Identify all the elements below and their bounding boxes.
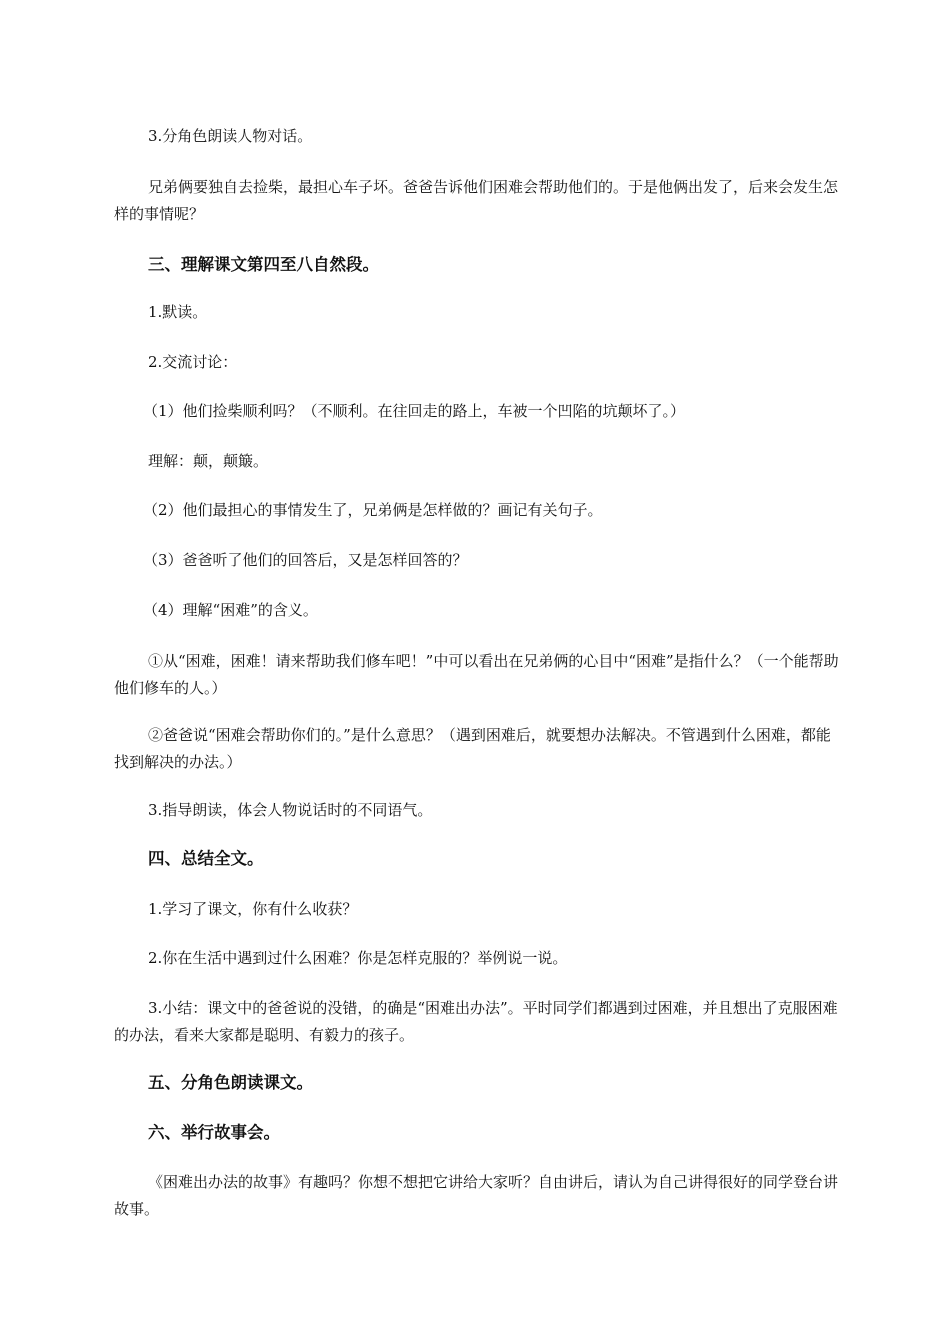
summary-conclusion: 3.小结：课文中的爸爸说的没错，的确是“困难出办法”。平时同学们都遇到过困难，并且想出了克服困难的办法，看来大家都是聪明、有毅力的孩子。 [114, 999, 838, 1044]
question-3: （3）爸爸听了他们的回答后，又是怎样回答的？ [143, 551, 468, 569]
step-2-discussion: 2.交流讨论： [148, 353, 238, 371]
summary-question-1: 1.学习了课文，你有什么收获？ [148, 900, 358, 918]
sub-point-2: ②爸爸说“困难会帮助你们的。”是什么意思？（遇到困难后，就要想办法解决。不管遇到什么困难，都能找到解决的办法。） [114, 726, 831, 771]
question-2: （2）他们最担心的事情发生了，兄弟俩是怎样做的？画记有关句子。 [143, 501, 603, 519]
section-heading-5: 五、分角色朗读课文。 [148, 1073, 313, 1092]
section-heading-6: 六、举行故事会。 [148, 1123, 280, 1142]
section-heading-3: 三、理解课文第四至八自然段。 [148, 255, 379, 274]
step-3-role-reading: 3.分角色朗读人物对话。 [148, 127, 313, 145]
story-meeting-paragraph: 《困难出办法的故事》有趣吗？你想不想把它讲给大家听？自由讲后，请认为自己讲得很好的同学登台讲故事。 [114, 1173, 839, 1218]
step-3-guided-reading: 3.指导朗读，体会人物说话时的不同语气。 [148, 801, 433, 819]
sub-point-1: ①从“困难，困难！请来帮助我们修车吧！”中可以看出在兄弟俩的心目中“困难”是指什么？（一个能帮助他们修车的人。） [114, 652, 839, 697]
word-understanding: 理解：颠，颠簸。 [148, 452, 269, 470]
summary-question-2: 2.你在生活中遇到过什么困难？你是怎样克服的？举例说一说。 [148, 949, 568, 967]
question-4: （4）理解“困难”的含义。 [143, 601, 318, 619]
question-1: （1）他们捡柴顺利吗？（不顺利。在往回走的路上，车被一个凹陷的坑颠坏了。） [143, 402, 686, 420]
paragraph-brothers-set-out: 兄弟俩要独自去捡柴，最担心车子坏。爸爸告诉他们困难会帮助他们的。于是他俩出发了，后来会发生怎样的事情呢？ [114, 178, 839, 223]
step-1-silent-reading: 1.默读。 [148, 303, 208, 321]
section-heading-4: 四、总结全文。 [148, 849, 264, 868]
